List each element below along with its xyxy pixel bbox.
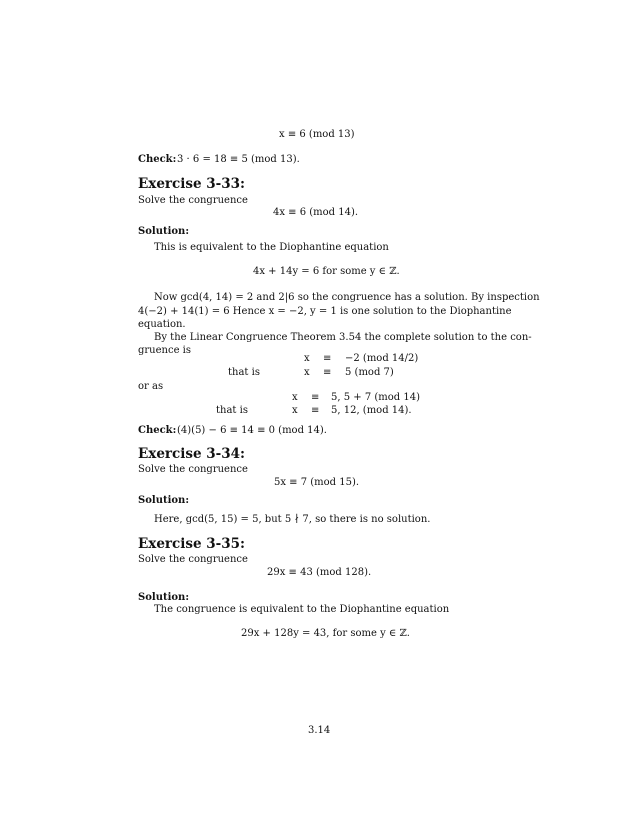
exercise-3-35-prompt: Solve the congruence (138, 554, 248, 565)
paragraph-line: equation. (138, 319, 186, 330)
that-is-label: that is (216, 405, 248, 416)
solution-row-rel: ≡ (311, 392, 320, 403)
solution-row-rel: ≡ (323, 367, 332, 378)
check-text: 3 · 6 = 18 ≡ 5 (mod 13). (177, 154, 300, 165)
solution-row-lhs: x (292, 392, 298, 403)
solution-row-rel: ≡ (323, 353, 332, 364)
exercise-3-34-heading: Exercise 3-34: (138, 446, 246, 462)
solution-text: Here, gcd(5, 15) = 5, but 5 ∤ 7, so there is no solution. (154, 514, 431, 525)
paragraph-line: By the Linear Congruence Theorem 3.54 the complete solution to the con- (154, 332, 532, 343)
exercise-3-35-heading: Exercise 3-35: (138, 536, 246, 552)
diophantine-equation: 29x + 128y = 43, for some y ∈ ℤ. (241, 628, 410, 639)
solution-row-lhs: x (292, 405, 298, 416)
solution-row-rel: ≡ (311, 405, 320, 416)
exercise-3-33-equation: 4x ≡ 6 (mod 14). (273, 207, 359, 218)
check-label: Check: (138, 154, 177, 165)
check-text: (4)(5) − 6 ≡ 14 ≡ 0 (mod 14). (177, 425, 327, 436)
solution-row-rhs: −2 (mod 14/2) (345, 353, 419, 364)
exercise-3-35-equation: 29x ≡ 43 (mod 128). (267, 567, 372, 578)
solution-row-lhs: x (304, 353, 310, 364)
diophantine-equation: 4x + 14y = 6 for some y ∈ ℤ. (253, 266, 400, 277)
solution-text: The congruence is equivalent to the Diophantine equation (154, 604, 450, 615)
exercise-3-33-prompt: Solve the congruence (138, 195, 248, 206)
equation-x-mod-13: x ≡ 6 (mod 13) (279, 129, 355, 140)
or-as-text: or as (138, 381, 164, 392)
paragraph-line: 4(−2) + 14(1) = 6 Hence x = −2, y = 1 is one solution to the Diophantine (138, 306, 512, 317)
solution-text: This is equivalent to the Diophantine equation (154, 242, 389, 253)
exercise-3-33-heading: Exercise 3-33: (138, 176, 246, 192)
paragraph-line: Now gcd(4, 14) = 2 and 2|6 so the congruence has a solution. By inspection (154, 292, 540, 303)
exercise-3-34-prompt: Solve the congruence (138, 464, 248, 475)
solution-row-rhs: 5, 5 + 7 (mod 14) (331, 392, 420, 403)
solution-row-lhs: x (304, 367, 310, 378)
check-label: Check: (138, 425, 177, 436)
page-number: 3.14 (308, 725, 331, 736)
that-is-label: that is (228, 367, 260, 378)
solution-label: Solution: (138, 495, 190, 506)
solution-row-rhs: 5, 12, (mod 14). (331, 405, 412, 416)
exercise-3-34-equation: 5x ≡ 7 (mod 15). (274, 477, 360, 488)
solution-row-rhs: 5 (mod 7) (345, 367, 394, 378)
paragraph-line: gruence is (138, 345, 192, 356)
solution-label: Solution: (138, 592, 190, 603)
solution-label: Solution: (138, 226, 190, 237)
